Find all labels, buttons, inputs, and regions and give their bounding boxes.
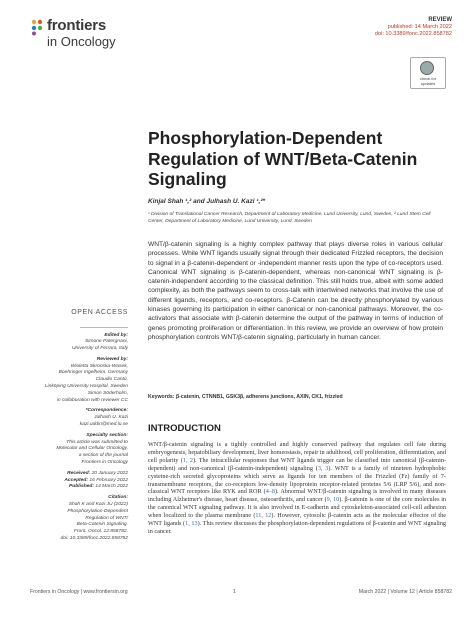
- journal-logo-brand[interactable]: frontiers: [47, 17, 107, 34]
- keywords: [148, 394, 448, 400]
- citation-link[interactable]: 11, 12: [255, 512, 272, 520]
- article-meta: [375, 17, 452, 38]
- edited-by-block: Edited by: Simone Patergnani, University of Ferrara, Italy: [72, 332, 128, 352]
- footer-journal[interactable]: Frontiers in Oncology | www.frontiersin.org: [30, 589, 128, 595]
- doi-link[interactable]: doi: 10.3389/fonc.2022.858782: [374, 31, 452, 37]
- citation-link[interactable]: 1, 13: [185, 520, 198, 528]
- published-line: published: 14 March 2022: [387, 24, 452, 30]
- reviewed-by-block: Reviewed by: Wioletta Skronska-Wasek, Boehringer Ingelheim, Germany Claudio Cantù, Linköping University Hospital, Sweden Simon Söderholm, in collaboration with reviewer CC: [44, 356, 128, 403]
- check-for-updates-badge[interactable]: [410, 57, 446, 89]
- footer-volume: March 2022 | Volume 12 | Article 858782: [358, 589, 452, 595]
- specialty-block: Specialty section: This article was submitted to Molecular and Cellular Oncology, a section of the journal Frontiers in Oncology: [56, 432, 128, 466]
- keywords-list: β-catenin, CTNNB1, GSK3β, adherens junctions, AXIN, CK1, frizzled: [175, 394, 343, 400]
- page-number: 1: [233, 589, 236, 595]
- article-authors: Kinjal Shah ¹,² and Julhash U. Kazi ¹,²*: [148, 198, 266, 205]
- article-type: REVIEW: [428, 17, 452, 23]
- citation-link[interactable]: 3: [317, 464, 321, 472]
- citation-link[interactable]: 4–8: [265, 488, 275, 496]
- citation-link[interactable]: 3: [325, 464, 329, 472]
- journal-logo-name[interactable]: in Oncology: [47, 34, 116, 49]
- citation-link[interactable]: 9, 10: [326, 496, 340, 504]
- divider: [80, 327, 128, 328]
- open-access-label: OPEN ACCESS: [71, 309, 128, 316]
- check-updates-text: check for updates: [419, 76, 437, 86]
- citation-link[interactable]: 1, 2: [182, 456, 193, 464]
- citation-block: Citation: Shah K and Kazi JU (2022) Phosphorylation-Dependent Regulation of WNT/ Beta-Catenin Signaling. Front. Oncol. 12:858782. doi: 10.3389/fonc.2022.858782: [60, 495, 128, 542]
- author-affiliations: ¹ Division of Translational Cancer Research, Department of Laboratory Medicine, Lund University, Lund, Sweden, ² Lund Stem Cell Center, Department of Laboratory Medicine, Lund University, Lund, Sweden: [148, 212, 431, 224]
- keywords-label: Keywords:: [148, 394, 175, 400]
- dates-block: Received: 20 January 2022 Accepted: 16 February 2022 Published: 14 March 2022: [64, 470, 128, 490]
- article-title: Phosphorylation-Dependent Regulation of WNT/Beta-Catenin Signaling: [148, 128, 418, 189]
- frontiers-logo-icon: [30, 18, 46, 36]
- correspondence-email[interactable]: kazi.uddin@med.lu.se: [79, 422, 128, 428]
- article-info-sidebar: [30, 323, 128, 547]
- correspondence-block: *Correspondence: Julhash U. Kazi kazi.uddin@med.lu.se: [30, 408, 128, 428]
- introduction-heading: INTRODUCTION: [148, 423, 221, 434]
- check-updates-icon: [420, 61, 434, 75]
- abstract: WNT/β-catenin signaling is a highly complex pathway that plays diverse roles in various cellular processes. While WNT ligands usually signal through their dedicated Frizzled receptors, the decision to signal in a β-catenin-dependent or -independent manner rests upon the type of co-receptors used. Canonical WNT signaling is β-catenin-dependent, whereas non-canonical WNT signaling is β-catenin-independent according to the classical definition. This still holds true, albeit with some added complexity, as both the pathways seem to cross-talk with intertwined networks that involve the use of different ligands, receptors, and co-receptors. β-Catenin can be directly phosphorylated by various kinases governing its participation in either canonical or non-canonical pathways. Moreover, the co-activators that associate with β-catenin determine the output of the pathway in terms of induction of genes promoting proliferation or differentiation. In this review, we provide an overview of how protein phosphorylation controls WNT/β-catenin signaling, particularly in human cancer.: [148, 241, 443, 341]
- introduction-text: WNT/β-catenin signaling is a tightly controlled and highly conserved pathway that regulates cell fate during embryogenesis, hepatobiliary development, liver homeostasis, repair in adulthood, cell proliferation, differentiation, and cell polarity (1, 2). The intracellular responses that WNT ligands trigger can be classified into canonical (β-catenin-dependent) and non-canonical (β-catenin-independent) signaling (3, 3). WNT is a family of nineteen hydrophobic cysteine-rich secreted glycoproteins which serve as ligands for ten members of the Frizzled (Fz) family of 7-transmembrane receptors, the co-receptors low-density lipoprotein receptor-related proteins 5/6 (LRP 5/6), and non-classical WNT receptors like RYK and ROR (4–8). Abnormal WNT/β-catenin signaling is involved in many diseases including Alzheimer's disease, heart disease, osteoarthritis, and cancer (9, 10). β-catenin is one of the core molecules in the canonical WNT signaling pathway. It is also involved in E-cadherin and cytoskeleton-associated cell-cell adhesion when localized to the plasma membrane (11, 12). However, cytosolic β-catenin acts as the molecular effector of the WNT ligands (1, 13). This review discusses the phosphorylation-dependent regulations of β-catenin and WNT signaling in cancer.: [148, 441, 447, 535]
